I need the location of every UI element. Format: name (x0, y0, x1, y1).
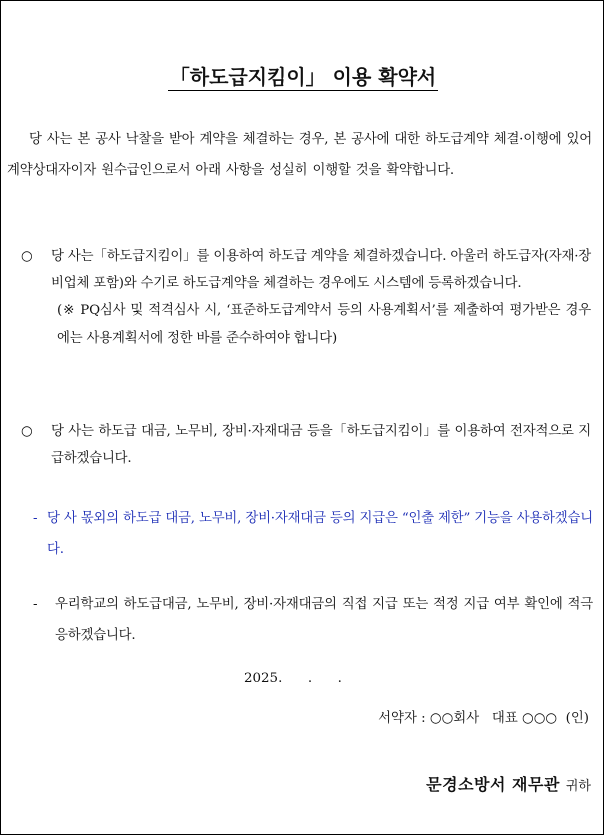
pledge-item-2 (21, 418, 591, 472)
sub-item-direct-payment-text: 우리학교의 하도급대금, 노무비, 장비·자재대금의 직접 지급 또는 적정 지급 여부 확인에 적극 응하겠습니다. (55, 597, 593, 643)
circle-bullet-icon: ○ (21, 249, 33, 264)
pledge-item-1-note: (※ PQ심사 및 적격심사 시, ‘표준하도급계약서 등의 사용계획서’를 제출하여 평가받은 경우에는 사용계획서에 정한 바를 준수하여야 합니다) (57, 303, 591, 346)
document-title (1, 63, 604, 91)
sub-item-withdrawal-limit-text: 당 사 몫외의 하도급 대금, 노무비, 장비·자재대금 등의 지급은 “인출 제한” 기능을 사용하겠습니다. (47, 511, 593, 557)
dash-bullet-icon: - (33, 597, 38, 612)
sub-item-direct-payment (33, 589, 593, 651)
addressee-suffix: 귀하 (565, 779, 591, 794)
circle-bullet-icon: ○ (21, 424, 33, 439)
pledge-item-1-text: 당 사는「하도급지킴이」를 이용하여 하도급 계약을 체결하겠습니다. 아울러 하도급자(자재·장비업체 포함)와 수기로 하도급계약을 체결하는 경우에도 시스템에 등록하겠습니다. (51, 249, 591, 291)
addressee-line (426, 774, 591, 798)
dash-bullet-icon: - (33, 511, 38, 526)
intro-paragraph: 당 사는 본 공사 낙찰을 받아 계약을 체결하는 경우, 본 공사에 대한 하도급계약 체결·이행에 있어 계약상대자이자 원수급인으로서 아래 사항을 성실히 이행할 것을 확약합니다. (7, 132, 592, 178)
document-title-text: 「하도급지킴이」 이용 확약서 (169, 65, 437, 89)
signer-line: 서약자 : ○○회사 대표 ○○○ (인) (378, 711, 589, 726)
addressee-org: 문경소방서 재무관 (426, 775, 560, 794)
pledge-item-1 (21, 243, 591, 353)
sub-item-withdrawal-limit (33, 503, 593, 565)
pledge-date: 2025. . . (244, 671, 342, 686)
pledge-item-2-text: 당 사는 하도급 대금, 노무비, 장비·자재대금 등을「하도급지킴이」를 이용하여 전자적으로 지급하겠습니다. (51, 424, 591, 466)
